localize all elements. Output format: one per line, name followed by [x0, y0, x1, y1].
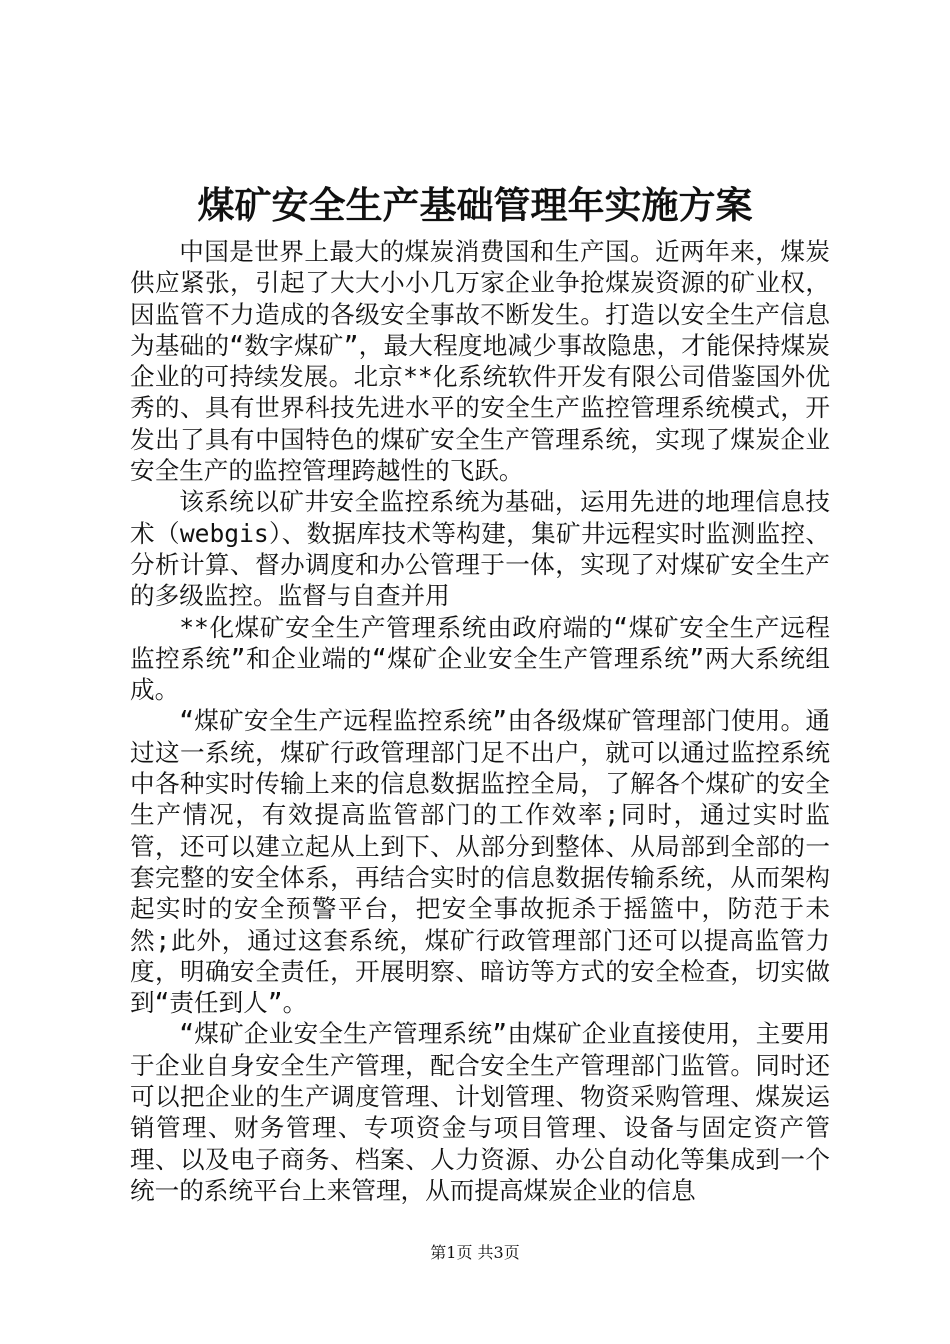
paragraph-5: “煤矿企业安全生产管理系统”由煤矿企业直接使用，主要用于企业自身安全生产管理，配合安全生产管理部门监管。同时还可以把企业的生产调度管理、计划管理、物资采购管理、煤炭运销管理、财务管理、专项资金与项目管理、设备与固定资产管理、以及电子商务、档案、人力资源、办公自动化等集成到一个统一的系统平台上来管理，从而提高煤炭企业的信息: [130, 1019, 830, 1205]
document-body: [130, 236, 830, 1206]
page-footer: 第1页 共3页: [430, 1243, 520, 1262]
paragraph-2: 该系统以矿井安全监控系统为基础，运用先进的地理信息技术（webgis）、数据库技术等构建，集矿井远程实时监测监控、分析计算、督办调度和办公管理于一体，实现了对煤矿安全生产的多级监控。监督与自查并用: [130, 487, 830, 611]
document-title: 煤矿安全生产基础管理年实施方案: [197, 183, 753, 227]
paragraph-1: 中国是世界上最大的煤炭消费国和生产国。近两年来，煤炭供应紧张，引起了大大小小几万家企业争抢煤炭资源的矿业权，因监管不力造成的各级安全事故不断发生。打造以安全生产信息为基础的“数字煤矿”，最大程度地减少事故隐患，才能保持煤炭企业的可持续发展。北京**化系统软件开发有限公司借鉴国外优秀的、具有世界科技先进水平的安全生产监控管理系统模式，开发出了具有中国特色的煤矿安全生产管理系统，实现了煤炭企业安全生产的监控管理跨越性的飞跃。: [130, 237, 830, 486]
paragraph-3: **化煤矿安全生产管理系统由政府端的“煤矿安全生产远程监控系统”和企业端的“煤矿企业安全生产管理系统”两大系统组成。: [130, 612, 830, 705]
paragraph-4: “煤矿安全生产远程监控系统”由各级煤矿管理部门使用。通过这一系统，煤矿行政管理部门足不出户，就可以通过监控系统中各种实时传输上来的信息数据监控全局，了解各个煤矿的安全生产情况，有效提高监管部门的工作效率;同时，通过实时监管，还可以建立起从上到下、从部分到整体、从局部到全部的一套完整的安全体系，再结合实时的信息数据传输系统，从而架构起实时的安全预警平台，把安全事故扼杀于摇篮中，防范于未然;此外，通过这套系统，煤矿行政管理部门还可以提高监管力度，明确安全责任，开展明察、暗访等方式的安全检查，切实做到“责任到人”。: [130, 706, 830, 1018]
